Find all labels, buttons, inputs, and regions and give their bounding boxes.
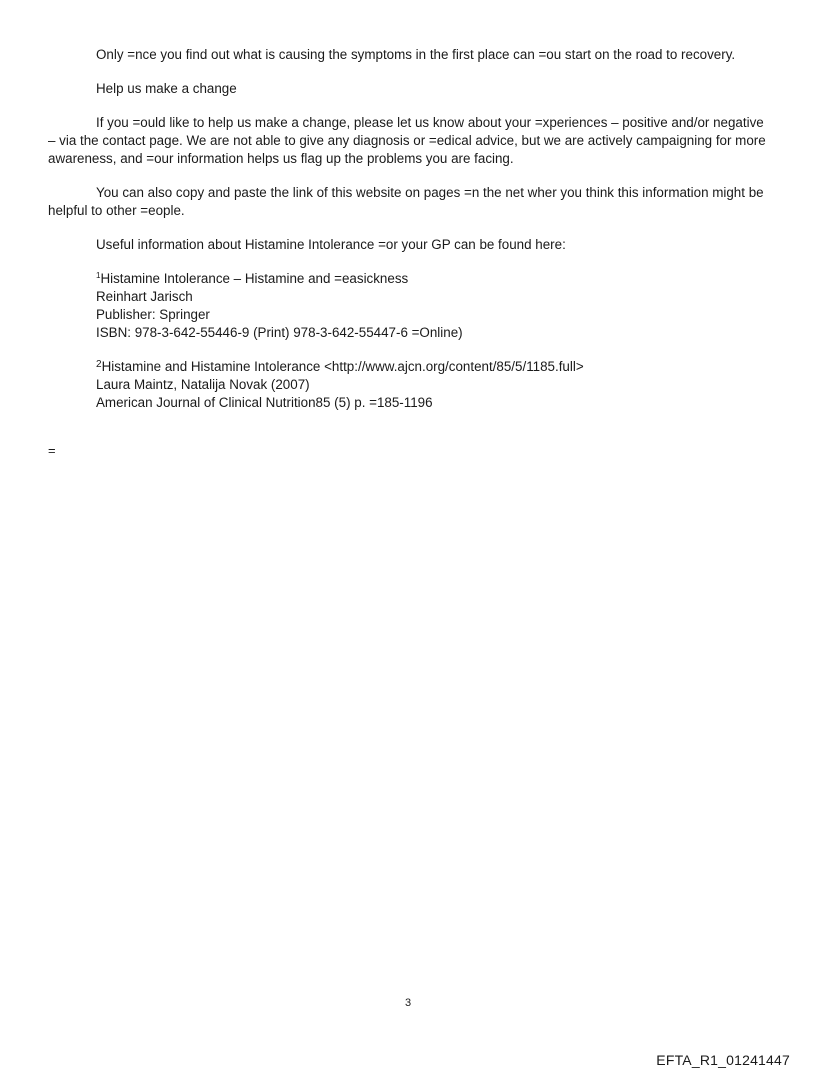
paragraph-share-link: You can also copy and paste the link of this website on pages =n the net wher you think this information might be helpful to other =eople. (48, 185, 764, 218)
reference-2-marker: 2 (96, 359, 102, 370)
paragraph-help: If you =ould like to help us make a change, please let us know about your =xperiences – positive and/or negative – via the contact page. We are not able to give any diagnosis or =edical advice, but we are actively campaigning for more awareness, and =our information helps us flag up the problems you are facing. (48, 115, 766, 166)
reference-2-journal: American Journal of Clinical Nutrition85 (5) p. =185-1196 (96, 395, 433, 410)
reference-1-isbn: ISBN: 978-3-642-55446-9 (Print) 978-3-642-55447-6 =Online) (96, 325, 463, 340)
reference-1 (96, 270, 770, 342)
document-id: EFTA_R1_01241447 (656, 1052, 790, 1068)
reference-2 (96, 358, 770, 412)
reference-1-marker: 1 (96, 271, 101, 280)
page-number: 3 (404, 997, 412, 1009)
reference-1-publisher: Publisher: Springer (96, 307, 210, 322)
reference-1-title: Histamine Intolerance – Histamine and =easickness (100, 271, 409, 286)
reference-2-title: Histamine and Histamine Intolerance <http://www.ajcn.org/content/85/5/1185.full> (101, 359, 584, 374)
paragraph-useful-info: Useful information about Histamine Intolerance =or your GP can be found here: (96, 237, 566, 252)
reference-2-authors: Laura Maintz, Natalija Novak (2007) (96, 377, 310, 392)
reference-1-author: Reinhart Jarisch (96, 289, 193, 304)
reference-1-title-line (96, 270, 770, 288)
document-body (48, 46, 770, 428)
paragraph-recovery: Only =nce you find out what is causing the symptoms in the first place can =ou start on the road to recovery. (96, 47, 736, 62)
stray-mark: = (48, 443, 56, 458)
reference-2-title-line (96, 358, 770, 376)
section-heading-change: Help us make a change (96, 81, 237, 96)
